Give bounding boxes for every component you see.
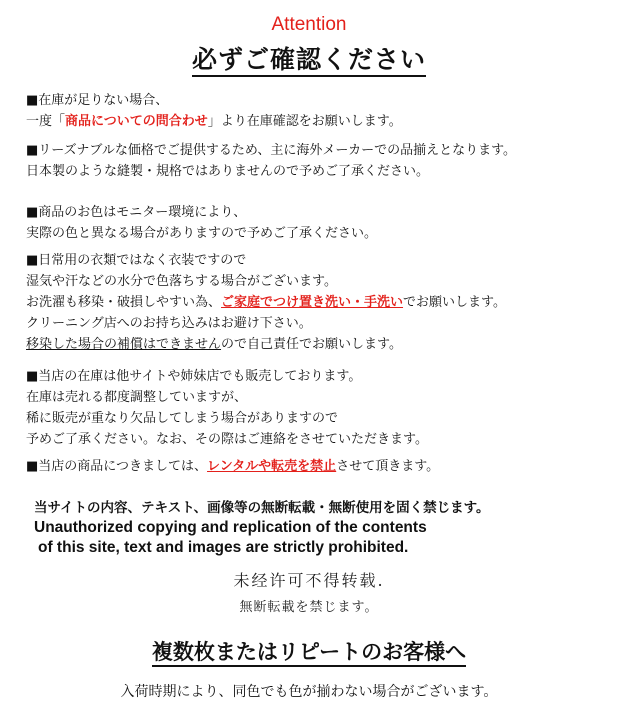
notice-wash-line-2: 湿気や汗などの水分で色落ちする場合がございます。 (26, 274, 337, 289)
notice-wash-line-4: クリーニング店へのお持ち込みはお避け下さい。 (26, 316, 312, 331)
notice-color-line-2: 実際の色と異なる場合がありますので予めご了承ください。 (26, 226, 378, 241)
notice-stock-line-2 (26, 111, 402, 132)
no-compensation-text: 移染した場合の補償はできません (26, 337, 222, 352)
wash-highlight: ご家庭でつけ置き洗い・手洗い (221, 295, 404, 310)
notice-stock-line-1: ■在庫が足りない場合、 (26, 93, 169, 108)
inquiry-link[interactable]: 商品についての問合わせ (65, 114, 208, 129)
repeat-customer-note: 入荷時期により、同色でも色が揃わない場合がございます。 (120, 684, 498, 700)
notice-price-line-1: ■リーズナブルな価格でご提供するため、主に海外メーカーでの品揃えとなります。 (26, 143, 517, 158)
notice-wash-line-3 (26, 292, 506, 313)
copyright-en-1: Unauthorized copying and replication of the contents (34, 519, 427, 536)
resale-ban-highlight: レンタルや転売を禁止 (207, 459, 337, 474)
notice-stock-pre: 一度「 (26, 114, 66, 129)
copyright-cn: 未经许可不得转载. (233, 571, 385, 590)
notice-resale-post: させて頂きます。 (336, 459, 440, 474)
notice-shared-line-4: 予めご了承ください。なお、その際はご連絡をさせていただきます。 (26, 432, 428, 447)
notice-shared-line-1: ■当店の在庫は他サイトや姉妹店でも販売しております。 (26, 369, 362, 384)
attention-label: Attention (271, 14, 347, 35)
repeat-customer-title (0, 636, 618, 666)
notice-wash-line-5-post: ので自己責任でお願いします。 (221, 337, 402, 352)
copyright-ja: 当サイトの内容、テキスト、画像等の無断転載・無断使用を固く禁じます。 (34, 500, 490, 516)
notice-wash-pre: お洗濯も移染・破損しやすい為、 (26, 295, 222, 310)
notice-resale (26, 456, 439, 477)
notice-stock (26, 90, 402, 132)
notice-wash-post: でお願いします。 (403, 295, 506, 310)
notice-resale-pre: ■当店の商品につきましては、 (26, 459, 208, 474)
notice-stock-post: 」より在庫確認をお願いします。 (207, 114, 402, 129)
page-title (0, 40, 618, 76)
notice-shared-stock (26, 366, 428, 450)
notice-resale-line-1 (26, 456, 439, 477)
copyright-block (34, 498, 604, 558)
notice-wash (26, 250, 506, 355)
notice-color-line-1: ■商品のお色はモニター環境により、 (26, 205, 247, 220)
notice-price-line-2: 日本製のような縫製・規格ではありませんので予めご了承ください。 (26, 164, 430, 179)
page-title-text: 必ずご確認ください (192, 45, 426, 77)
copyright-ja-short: 無断転載を禁じます。 (239, 600, 379, 615)
notice-color (26, 202, 377, 244)
copyright-en-2: of this site, text and images are strictly prohibited. (38, 539, 409, 556)
notice-wash-line-5 (26, 334, 506, 355)
notice-shared-line-2: 在庫は売れる都度調整していますが、 (26, 390, 248, 405)
notice-wash-line-1: ■日常用の衣類ではなく衣装ですので (26, 253, 247, 268)
notice-shared-line-3: 稀に販売が重なり欠品してしまう場合がありますので (26, 411, 339, 426)
repeat-customer-title-text: 複数枚またはリピートのお客様へ (152, 640, 466, 667)
notice-price (26, 140, 516, 182)
